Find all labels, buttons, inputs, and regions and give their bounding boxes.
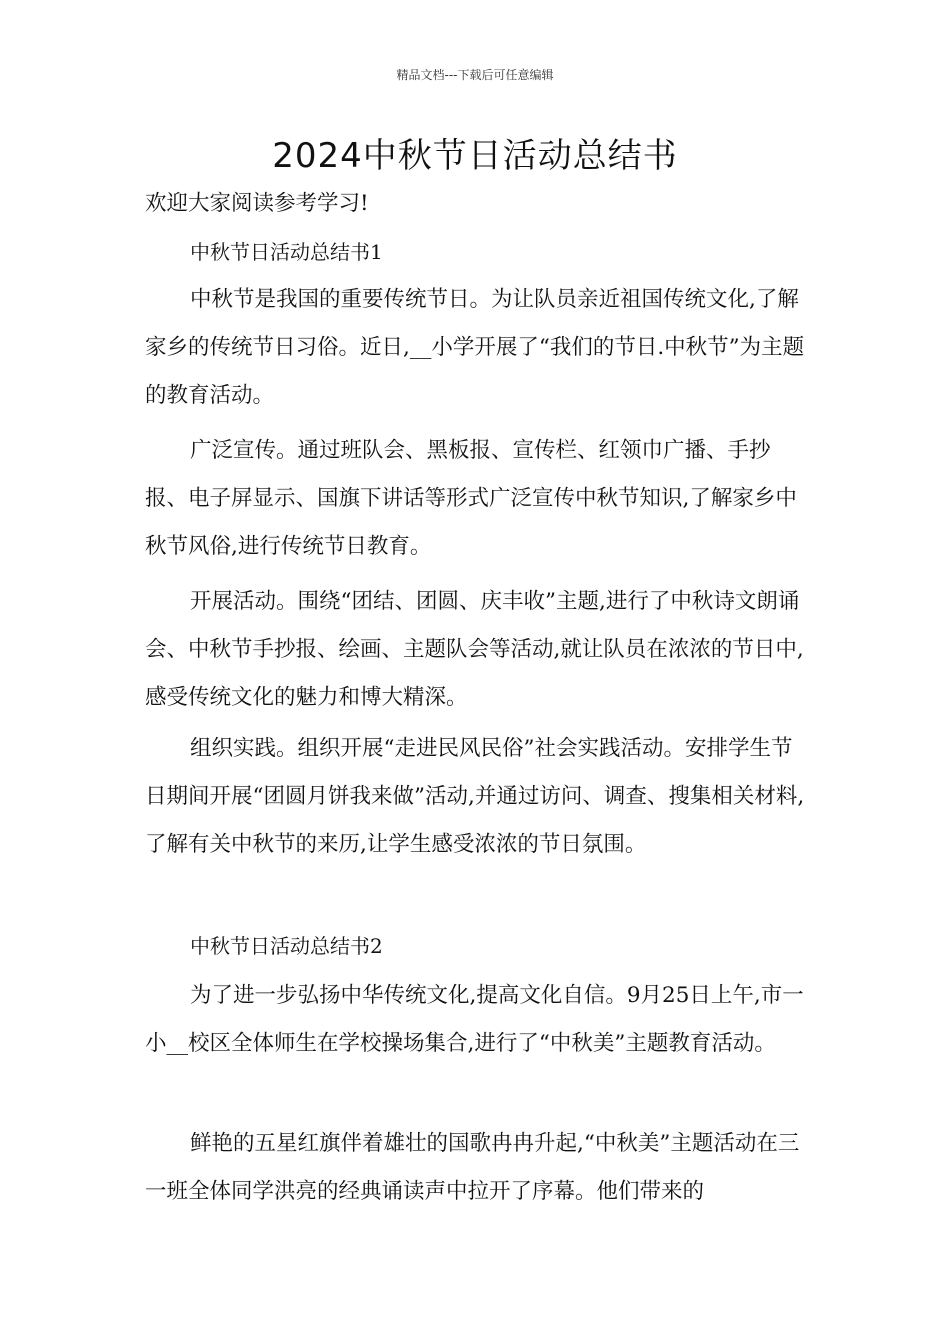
section-1-paragraph: 组织实践。组织开展“走进民风民俗”社会实践活动。安排学生节日期间开展“团圆月饼我来做”活动,并通过访问、调查、搜集相关材料,了解有关中秋节的来历,让学生感受浓浓的节日氛围。 <box>145 736 805 857</box>
section-1-heading: 中秋节日活动总结书1 <box>190 240 383 264</box>
document-title: 2024中秋节日活动总结书 <box>272 136 678 176</box>
section-2-paragraph: 为了进一步弘扬中华传统文化,提高文化自信。9月25日上午,市一小__校区全体师生在学校操场集合,进行了“中秋美”主题教育活动。 <box>145 983 804 1056</box>
section-2-paragraph: 鲜艳的五星红旗伴着雄壮的国歌冉冉升起,“中秋美”主题活动在三一班全体同学洪亮的经典诵读声中拉开了序幕。他们带来的 <box>145 1131 800 1204</box>
section-2-heading: 中秋节日活动总结书2 <box>190 934 383 958</box>
section-1-paragraph: 开展活动。围绕“团结、团圆、庆丰收”主题,进行了中秋诗文朗诵会、中秋节手抄报、绘画、主题队会等活动,就让队员在浓浓的节日中,感受传统文化的魅力和博大精深。 <box>145 589 804 710</box>
intro-text: 欢迎大家阅读参考学习! <box>145 191 369 216</box>
section-1-paragraph: 广泛宣传。通过班队会、黑板报、宣传栏、红领巾广播、手抄报、电子屏显示、国旗下讲话等形式广泛宣传中秋节知识,了解家乡中秋节风俗,进行传统节日教育。 <box>145 438 797 559</box>
section-1-paragraph: 中秋节是我国的重要传统节日。为让队员亲近祖国传统文化,了解家乡的传统节日习俗。近日,__小学开展了“我们的节日.中秋节”为主题的教育活动。 <box>145 287 805 408</box>
header-note: 精品文档---下载后可任意编辑 <box>396 68 554 82</box>
